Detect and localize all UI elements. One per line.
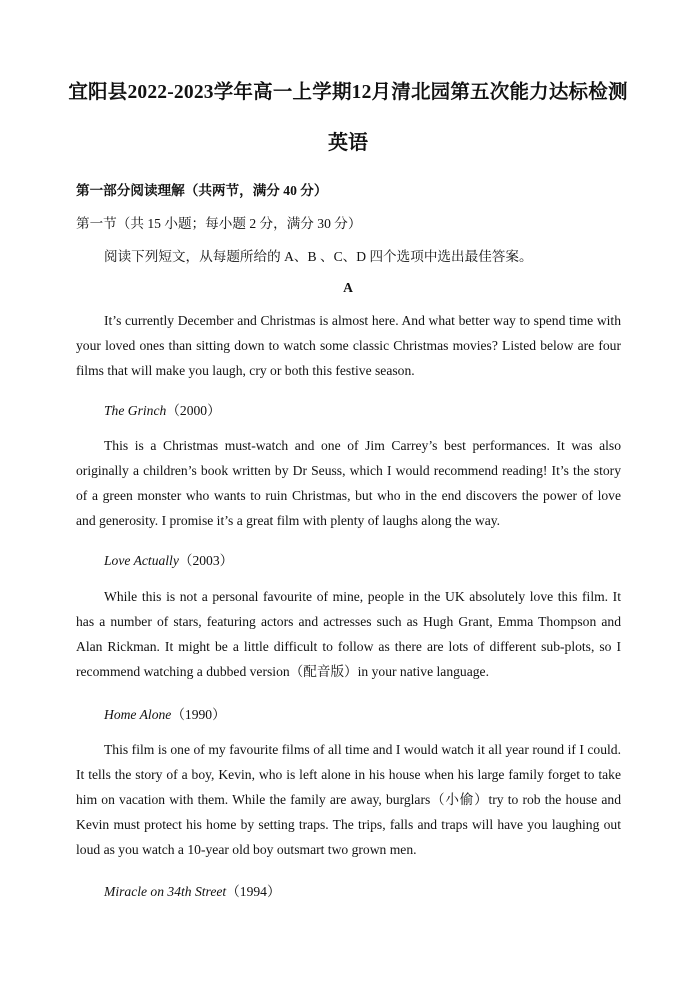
film-description: This film is one of my favourite films of all time and I would watch it all year round if I could. It tells the story of a boy, Kevin, who is left alone in his house when his large family forget to take him on vacation with them. While the family are away, burglars（小偷）try to rob the house and Kevin must protect his home by setting traps. The trips, falls and traps will have you laughing out loud as you watch a 10-year old boy outsmart two grown men. [76, 742, 621, 857]
part-heading: 第一部分阅读理解（共两节，满分 40 分） [76, 183, 328, 198]
film-heading [104, 703, 226, 723]
film-title: Love Actually [104, 553, 179, 568]
film-description: While this is not a personal favourite of mine, people in the UK absolutely love this film. It has a number of stars, featuring actors and actresses such as Hugh Grant, Emma Thompson and Alan Rickman. It might be a little difficult to follow as there are lots of different sub-plots, so I recommend watching a dubbed version（配音版）in your native language. [76, 589, 621, 679]
film-year: （1994） [226, 884, 281, 899]
film-heading [104, 399, 221, 419]
film-heading [104, 880, 281, 900]
film-title: Miracle on 34th Street [104, 884, 227, 899]
passage-label: A [343, 280, 353, 295]
film-year: （1990） [171, 707, 226, 722]
section-heading: 第一节（共 15 小题；每小题 2 分，满分 30 分） [76, 216, 362, 231]
subject-heading: 英语 [328, 132, 368, 154]
film-heading [104, 549, 233, 569]
film-year: （2000） [166, 403, 221, 418]
exam-title: 宜阳县2022-2023学年高一上学期12月清北园第五次能力达标检测 [68, 82, 628, 103]
instructions: 阅读下列短文，从每题所给的 A、B 、C、D 四个选项中选出最佳答案。 [104, 249, 533, 264]
film-title: The Grinch [104, 403, 167, 418]
film-year: （2003） [178, 553, 234, 568]
film-description: This is a Christmas must-watch and one of Jim Carrey’s best performances. It was also originally a children’s book written by Dr Seuss, which I would recommend reading! It’s the story of a green monster who wants to ruin Christmas, but who in the end discovers the power of love and generosity. I promise it’s a great film with plenty of laughs along the way. [76, 438, 621, 528]
intro-paragraph: It’s currently December and Christmas is almost here. And what better way to spend time with your loved ones than sitting down to watch some classic Christmas movies? Listed below are four films that will make you laugh, cry or both this festive season. [76, 313, 621, 378]
film-title: Home Alone [104, 707, 172, 722]
